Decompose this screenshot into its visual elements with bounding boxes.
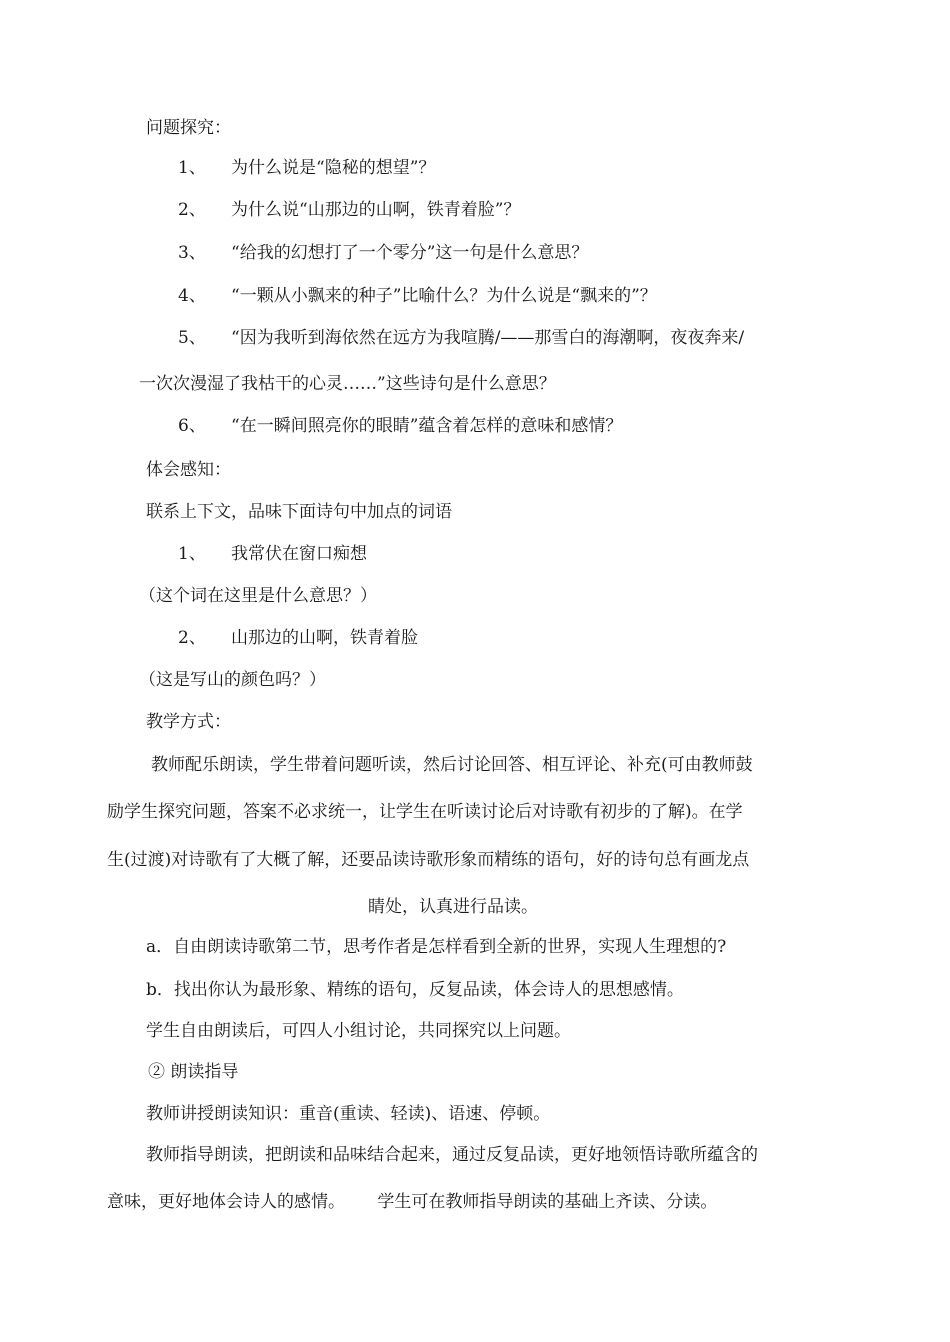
q2-number: 2、 bbox=[178, 200, 206, 220]
method-line-1: 教师配乐朗读，学生带着问题听读，然后讨论回答、相互评论、补充(可由教师鼓 bbox=[151, 755, 753, 775]
q4-number: 4、 bbox=[178, 286, 206, 306]
guide-line-2: 意味，更好地体会诗人的感情。 学生可在教师指导朗读的基础上齐读、分读。 bbox=[107, 1192, 718, 1212]
q3-number: 3、 bbox=[178, 243, 206, 263]
phrase-2: 山那边的山啊，铁青着脸 bbox=[231, 628, 418, 648]
method-line-2: 励学生探究问题，答案不必求统一，让学生在听读讨论后对诗歌有初步的了解)。在学 bbox=[107, 802, 743, 822]
heading-questions: 问题探究： bbox=[146, 118, 231, 138]
question-2: 为什么说“山那边的山啊，铁青着脸”？ bbox=[231, 200, 521, 220]
guide-line-1: 教师指导朗读，把朗读和品味结合起来，通过反复品读，更好地领悟诗歌所蕴含的 bbox=[146, 1145, 758, 1165]
heading-perceive: 体会感知： bbox=[146, 460, 231, 480]
question-5-line-1: “因为我听到海依然在远方为我喧腾/——那雪白的海潮啊，夜夜奔来/ bbox=[231, 328, 745, 348]
question-6: “在一瞬间照亮你的眼睛”蕴含着怎样的意味和感情？ bbox=[231, 416, 623, 436]
p1-number: 1、 bbox=[178, 544, 206, 564]
q5-number: 5、 bbox=[178, 328, 206, 348]
phrase-1: 我常伏在窗口痴想 bbox=[231, 544, 367, 564]
reading-heading: ② 朗读指导 bbox=[148, 1062, 239, 1082]
p2-number: 2、 bbox=[178, 628, 206, 648]
group-discussion: 学生自由朗读后，可四人小组讨论，共同探究以上问题。 bbox=[146, 1021, 571, 1041]
method-line-3: 生(过渡)对诗歌有了大概了解，还要品读诗歌形象而精练的语句，好的诗句总有画龙点 bbox=[107, 850, 750, 870]
question-4: “一颗从小飘来的种子”比喻什么？为什么说是“飘来的”？ bbox=[231, 286, 657, 306]
question-5-line-2: 一次次漫湿了我枯干的心灵……”这些诗句是什么意思？ bbox=[139, 374, 556, 394]
question-3: “给我的幻想打了一个零分”这一句是什么意思？ bbox=[231, 243, 589, 263]
phrase-2-note: （这是写山的颜色吗？） bbox=[139, 670, 326, 690]
q6-number: 6、 bbox=[178, 416, 206, 436]
task-b: b．找出你认为最形象、精练的语句，反复品读，体会诗人的思想感情。 bbox=[146, 980, 684, 1000]
q1-number: 1、 bbox=[178, 158, 206, 178]
perceive-intro: 联系上下文，品味下面诗句中加点的词语 bbox=[146, 502, 452, 522]
phrase-1-note: （这个词在这里是什么意思？） bbox=[139, 586, 377, 606]
task-a: a．自由朗读诗歌第二节，思考作者是怎样看到全新的世界，实现人生理想的? bbox=[146, 937, 727, 957]
reading-knowledge: 教师讲授朗读知识：重音(重读、轻读)、语速、停顿。 bbox=[146, 1104, 551, 1124]
heading-method: 教学方式： bbox=[146, 712, 231, 732]
method-line-4: 睛处，认真进行品读。 bbox=[368, 897, 538, 917]
question-1: 为什么说是“隐秘的想望”？ bbox=[231, 158, 436, 178]
